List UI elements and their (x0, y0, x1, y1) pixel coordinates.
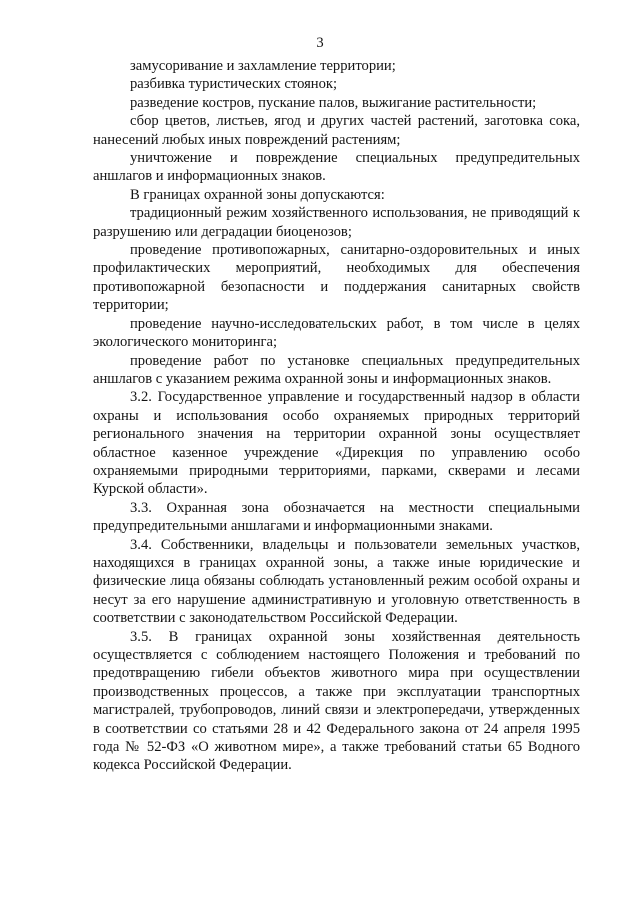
paragraph-tourist-camps: разбивка туристических стоянок; (130, 76, 338, 93)
paragraph-3-3: 3.3. Охранная зона обозначается на местности специальными предупредительными аншлагами и информационными знаками. (93, 499, 580, 535)
paragraph-3-2: 3.2. Государственное управление и государственный надзор в области охраны и использования особо охраняемых природных территорий регионального значения на территории охранной зоны осуществляет областное казенное учреждение «Дирекция по управлению особо охраняемыми природными территориями, парками, скверами и лесами Курской области». (93, 389, 580, 498)
paragraph-research: проведение научно-исследовательских работ, в том числе в целях экологического мониторинга; (93, 315, 580, 351)
paragraph-littering: замусоривание и захламление территории; (130, 58, 396, 74)
paragraph-fire-prevention: проведение противопожарных, санитарно-оздоровительных и иных профилактических мероприятий, необходимых для обеспечения противопожарной безопасности и поддержания санитарных свойств территории; (93, 242, 580, 314)
document-body (93, 57, 580, 775)
paragraph-3-4: 3.4. Собственники, владельцы и пользователи земельных участков, находящихся в границах охранной зоны, а также иные юридические и физические лица обязаны соблюдать установленный режим особой охраны и несут за его нарушение административную и уголовную ответственность в соответствии с законодательством Российской Федерации. (93, 536, 580, 627)
paragraph-plant-collection: сбор цветов, листьев, ягод и других частей растений, заготовка сока, нанесений любых иных повреждений растениям; (93, 113, 580, 148)
paragraph-3-5: 3.5. В границах охранной зоны хозяйственная деятельность осуществляется с соблюдением настоящего Положения и требований по предотвращению гибели объектов животного мира при осуществлении производственных процессов, а также при эксплуатации транспортных магистралей, трубопроводов, линий связи и электропередачи, утвержденных в соответствии со статьями 28 и 42 Федерального закона от 24 апреля 1995 года № 52-ФЗ «О животном мире», а также требований статьи 65 Водного кодекса Российской Федерации. (93, 628, 580, 774)
paragraph-sign-installation: проведение работ по установке специальных предупредительных аншлагов с указанием режима охранной зоны и информационных знаков. (93, 352, 580, 387)
paragraph-traditional-use: традиционный режим хозяйственного использования, не приводящий к разрушению или деградации биоценозов; (93, 205, 580, 240)
page-number: 3 (316, 35, 324, 51)
paragraph-permitted-intro: В границах охранной зоны допускаются: (130, 186, 385, 203)
paragraph-bonfires: разведение костров, пускание палов, выжигание растительности; (130, 94, 537, 111)
paragraph-sign-damage: уничтожение и повреждение специальных предупредительных аншлагов и информационных знаков. (93, 150, 580, 185)
